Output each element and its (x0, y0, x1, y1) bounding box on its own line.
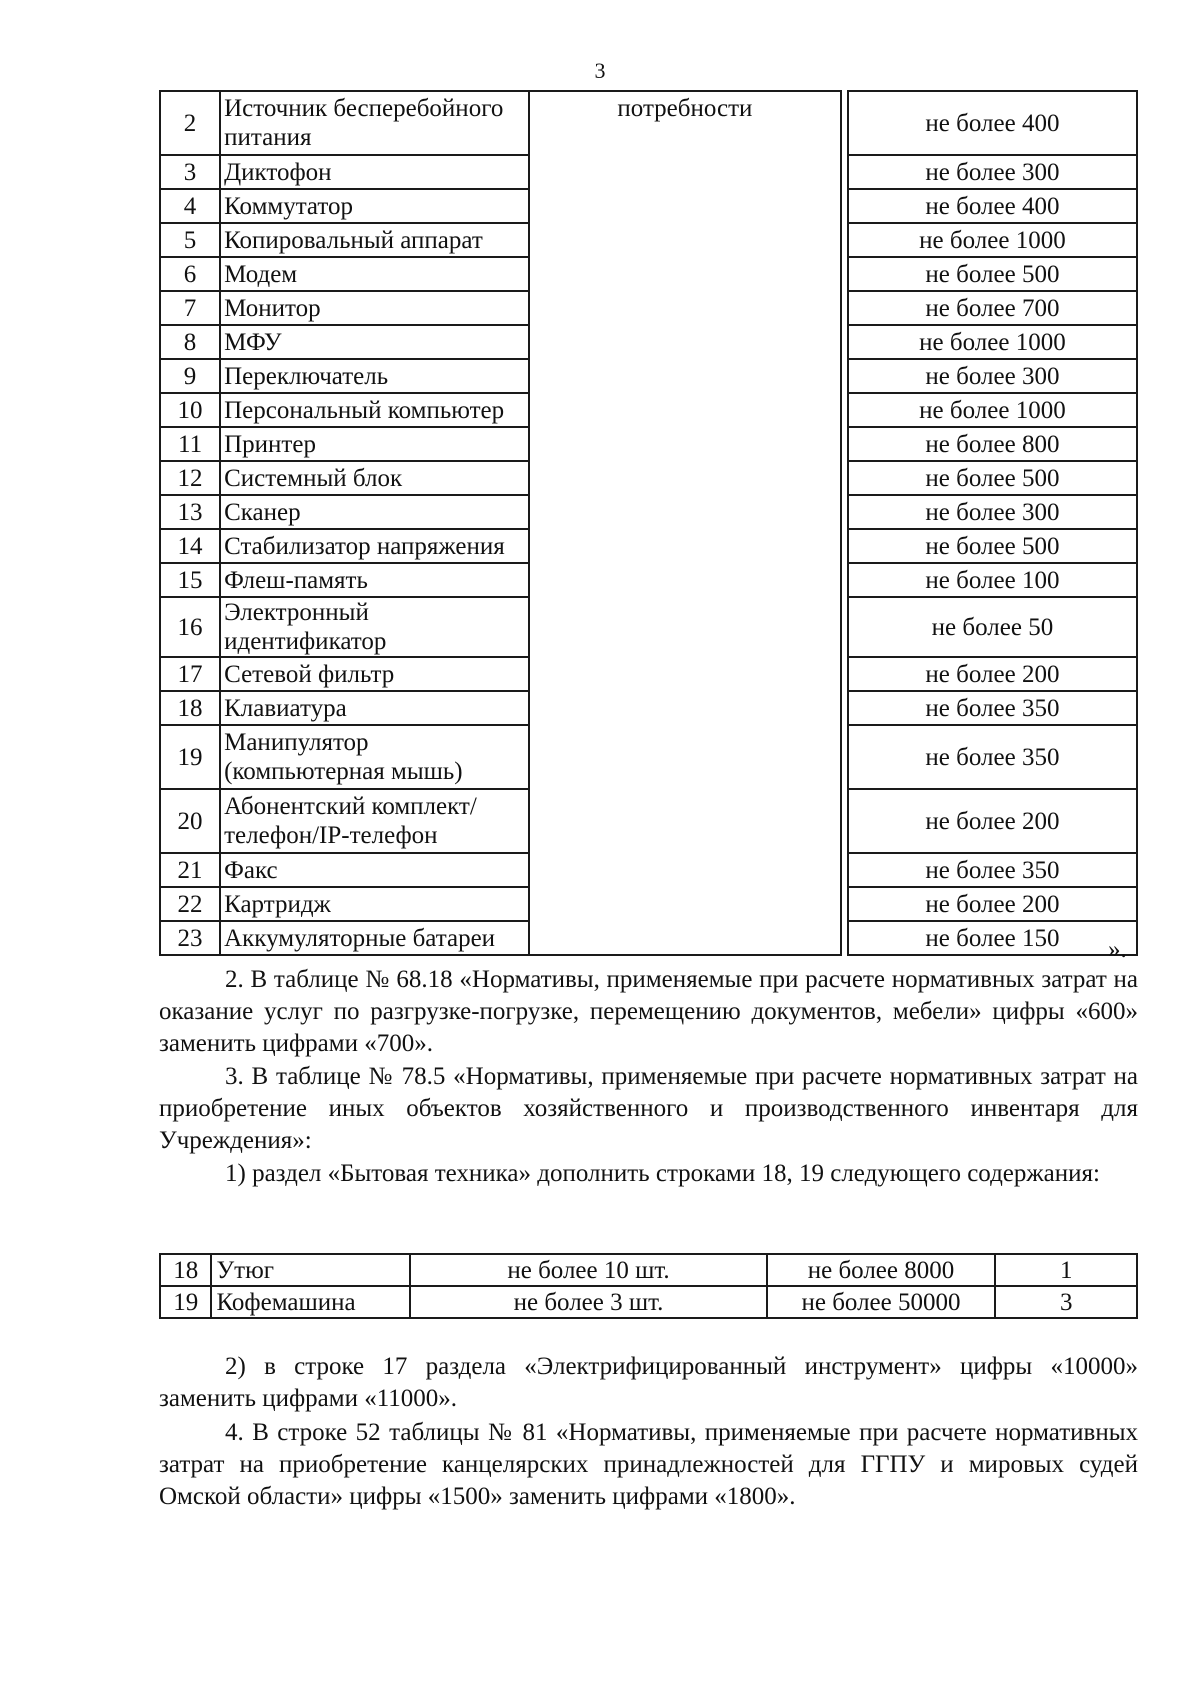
item-name: Клавиатура (220, 691, 529, 725)
row-number: 2 (160, 91, 220, 155)
item-name: Картридж (220, 887, 529, 921)
page-number: 3 (594, 58, 606, 83)
item-name: Аккумуляторные батареи (220, 921, 529, 955)
price-cell: не более 1000 (848, 223, 1137, 257)
item-name: Сетевой фильтр (220, 657, 529, 691)
paragraph-subitem-2: 2) в строке 17 раздела «Электрифицированный инструмент» цифры «10000» заменить цифрами «11000». (159, 1353, 1138, 1412)
period-cell: 1 (995, 1254, 1137, 1286)
row-number: 19 (160, 725, 220, 789)
item-name: Переключатель (220, 359, 529, 393)
item-name: Сканер (220, 495, 529, 529)
item-name: Источник бесперебойного питания (220, 91, 529, 155)
paragraph-item-4: 4. В строке 52 таблицы № 81 «Нормативы, применяемые при расчете нормативных затрат на приобретение канцелярских принадлежностей для ГГПУ и мировых судей Омской области» цифры «1500» заменить цифрами «1800». (159, 1419, 1138, 1510)
item-name: Системный блок (220, 461, 529, 495)
price-cell: не более 400 (848, 189, 1137, 223)
price-cell: не более 400 (848, 91, 1137, 155)
paragraph-subitem-1: 1) раздел «Бытовая техника» дополнить строками 18, 19 следующего содержания: (225, 1160, 1100, 1187)
item-name: Утюг (211, 1254, 410, 1286)
price-cell: не более 1000 (848, 393, 1137, 427)
item-name: Диктофон (220, 155, 529, 189)
row-number: 10 (160, 393, 220, 427)
price-cell: не более 200 (848, 789, 1137, 853)
price-cell: не более 500 (848, 461, 1137, 495)
row-number: 9 (160, 359, 220, 393)
row-number: 8 (160, 325, 220, 359)
row-number: 19 (160, 1286, 211, 1318)
row-number: 6 (160, 257, 220, 291)
item-name: МФУ (220, 325, 529, 359)
item-name: Факс (220, 853, 529, 887)
item-name: Стабилизатор напряжения (220, 529, 529, 563)
price-cell: не более 350 (848, 691, 1137, 725)
row-number: 21 (160, 853, 220, 887)
item-name: Кофемашина (211, 1286, 410, 1318)
row-number: 12 (160, 461, 220, 495)
item-name: Манипулятор (компьютерная мышь) (220, 725, 529, 789)
price-cell: не более 1000 (848, 325, 1137, 359)
price-cell: не более 300 (848, 495, 1137, 529)
requirement-cell: потребности (529, 91, 841, 955)
price-cell: не более 100 (848, 563, 1137, 597)
row-number: 23 (160, 921, 220, 955)
price-cell: не более 500 (848, 529, 1137, 563)
price-cell: не более 350 (848, 725, 1137, 789)
quantity-cell: не более 10 шт. (410, 1254, 766, 1286)
row-number: 20 (160, 789, 220, 853)
row-number: 22 (160, 887, 220, 921)
item-name: Модем (220, 257, 529, 291)
item-name: Флеш-память (220, 563, 529, 597)
price-cell: не более 500 (848, 257, 1137, 291)
price-cell: не более 50000 (767, 1286, 996, 1318)
price-cell: не более 8000 (767, 1254, 996, 1286)
price-cell: не более 200 (848, 887, 1137, 921)
row-number: 11 (160, 427, 220, 461)
quantity-cell: не более 3 шт. (410, 1286, 766, 1318)
row-number: 13 (160, 495, 220, 529)
item-name: Абонентский комплект/телефон/IP-телефон (220, 789, 529, 853)
row-number: 17 (160, 657, 220, 691)
table-row (160, 1254, 1137, 1286)
column-gap (841, 91, 848, 955)
price-cell: не более 350 (848, 853, 1137, 887)
item-name: Монитор (220, 291, 529, 325)
period-cell: 3 (995, 1286, 1137, 1318)
row-number: 3 (160, 155, 220, 189)
equipment-table (159, 90, 1138, 956)
item-name: Принтер (220, 427, 529, 461)
paragraph-item-3: 3. В таблице № 78.5 «Нормативы, применяемые при расчете нормативных затрат на приобретение иных объектов хозяйственного и производственного инвентаря для Учреждения»: (159, 1063, 1138, 1154)
row-number: 7 (160, 291, 220, 325)
row-number: 16 (160, 597, 220, 657)
table-row (160, 91, 1137, 155)
row-number: 18 (160, 691, 220, 725)
table-row (160, 1286, 1137, 1318)
item-name: Электронный идентификатор (220, 597, 529, 657)
row-number: 4 (160, 189, 220, 223)
row-number: 5 (160, 223, 220, 257)
price-cell: не более 200 (848, 657, 1137, 691)
household-appliances-table (159, 1253, 1138, 1319)
closing-quote: ». (1108, 936, 1127, 963)
price-cell: не более 150 (848, 921, 1137, 955)
price-cell: не более 300 (848, 359, 1137, 393)
price-cell: не более 800 (848, 427, 1137, 461)
paragraph-item-2: 2. В таблице № 68.18 «Нормативы, применяемые при расчете нормативных затрат на оказание услуг по разгрузке-погрузке, перемещению документов, мебели» цифры «600» заменить цифрами «700». (159, 966, 1138, 1057)
price-cell: не более 700 (848, 291, 1137, 325)
price-cell: не более 300 (848, 155, 1137, 189)
item-name: Коммутатор (220, 189, 529, 223)
price-cell: не более 50 (848, 597, 1137, 657)
item-name: Персональный компьютер (220, 393, 529, 427)
item-name: Копировальный аппарат (220, 223, 529, 257)
row-number: 14 (160, 529, 220, 563)
row-number: 15 (160, 563, 220, 597)
row-number: 18 (160, 1254, 211, 1286)
